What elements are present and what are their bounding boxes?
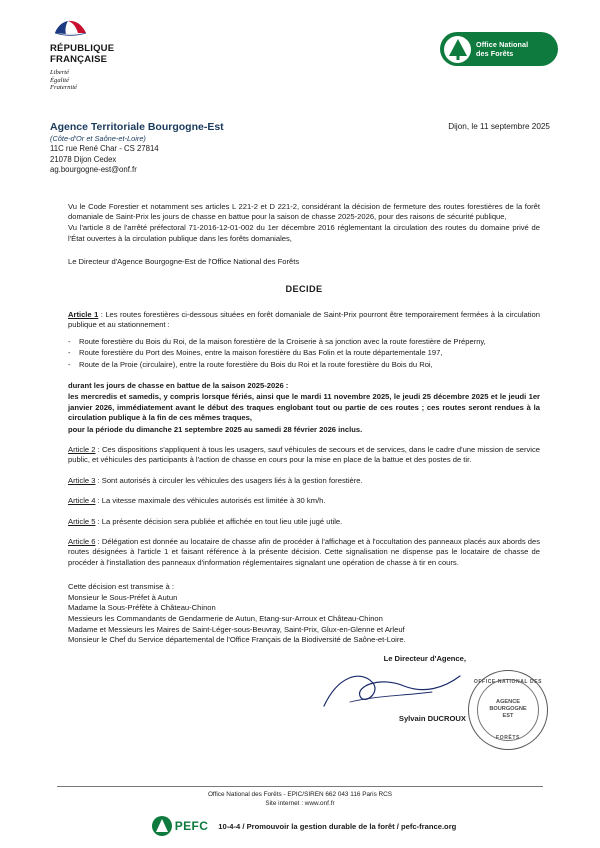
list-item — [68, 348, 540, 358]
list-item — [68, 337, 540, 347]
article-5-label: Article 5 — [68, 516, 96, 526]
article-5 — [68, 517, 540, 527]
article-3-text: : Sont autorisés à circuler les véhicules des usagers liés à la gestion forestière. — [95, 475, 363, 485]
motto-egalite: Égalité — [50, 76, 70, 84]
article-1-label: Article 1 — [68, 309, 99, 319]
footer-divider — [57, 786, 543, 787]
vu-clause-1: Vu le Code Forestier et notamment ses articles L 221-2 et D 221-2, considérant la décision de fermeture des routes forestières de la forêt domaniale de Saint-Prix les jours de chasse en battue pour la saison de chasse 2025-2026, pour des raisons de sécurité publique, — [68, 201, 540, 221]
republique-francaise-block — [22, 18, 114, 92]
marianne-flag-icon — [52, 18, 96, 40]
onf-logo-line1: Office National — [476, 40, 529, 49]
agency-address-line2: 21078 Dijon Cedex — [50, 154, 117, 164]
stamp-arc-bottom: FORÊTS — [496, 735, 520, 742]
onf-logo-text — [476, 40, 528, 58]
bullet-dash: - — [68, 359, 71, 369]
stamp-arc-top: OFFICE NATIONAL DES — [473, 678, 543, 685]
agency-name: Agence Territoriale Bourgogne-Est — [50, 121, 224, 133]
article-5-text: : La présente décision sera publiée et affichée en tout lieu utile jugé utile. — [95, 516, 343, 526]
transmission-line-1: Monsieur le Sous-Préfet à Autun — [68, 592, 178, 602]
preamble-vu-block — [68, 202, 540, 245]
motto-fraternite: Fraternité — [50, 84, 78, 92]
article-6-label: Article 6 — [68, 537, 96, 547]
sender-block — [50, 120, 224, 176]
article-1-route-list — [68, 337, 540, 370]
hunting-period-block — [68, 381, 540, 435]
pefc-logo — [152, 816, 209, 836]
footer-slogan: 10-4-4 / Promouvoir la gestion durable de la forêt / pefc-france.org — [218, 821, 457, 831]
route-item-2: Route forestière du Port des Moines, entre la maison forestière du Bas Folin et la route départementale 197, — [79, 348, 443, 358]
article-2 — [68, 445, 540, 466]
article-6 — [68, 537, 540, 568]
footer-website-line: Site internet : www.onf.fr — [265, 799, 335, 807]
article-2-label: Article 2 — [68, 445, 96, 454]
article-4-label: Article 4 — [68, 496, 96, 506]
route-item-1: Route forestière du Bois du Roi, de la maison forestière de la Croiserie à sa jonction avec la route forestière de Préperny, — [79, 336, 486, 346]
decide-heading: DECIDE — [285, 283, 323, 294]
address-date-row — [22, 120, 578, 176]
agency-address-line1: 11C rue René Char - CS 27814 — [50, 144, 159, 153]
article-3 — [68, 476, 540, 486]
transmission-line-4: Madame et Messieurs les Maires de Saint-Léger-sous-Beuvray, Saint-Prix, Glux-en-Glenne et Arleuf — [68, 624, 405, 634]
motto-liberte: Liberté — [50, 69, 70, 76]
article-1 — [68, 310, 540, 435]
signature-title: Le Directeur d'Agence, — [383, 653, 466, 663]
document-header — [22, 18, 578, 94]
transmission-line-5: Monsieur le Chef du Service départemental de l'Office Français de la Biodiversité de Saône-et-Loire. — [68, 635, 406, 645]
hunting-season-line: durant les jours de chasse en battue de la saison 2025-2026 : — [68, 380, 289, 390]
vu-clause-2: Vu l'article 8 de l'arrêté préfectoral 71-2016-12-01-002 du 1er décembre 2016 réglementant la circulation des routes du domaine privé de l'État ouvertes à la circulation publique dans les forêts domaniales, — [68, 223, 540, 243]
hunting-days-line: les mercredis et samedis, y compris lorsque fériés, ainsi que le mardi 11 novembre 2025, le jeudi 25 décembre 2025 et le jeudi 1er janvier 2026, immédiatement avant le début des traques englobant tout ou partie de ces routes ; ces routes seront rendues à la circulation publique à la fin de ces mêmes traques, — [68, 392, 540, 423]
article-4 — [68, 496, 540, 506]
bullet-dash: - — [68, 336, 71, 346]
article-6-text: : Délégation est donnée au locataire de chasse afin de procéder à l'affichage et à l'occultation des panneaux placés aux abords des routes désignées à l'article 1 et faisant référence à la présente décision. Cette signalisation ne dispense pas le locataire de chasse de procéder à l'installation des panneaux d'information réglementaires signalant une opération de chasse à tir en cours. — [68, 537, 541, 567]
list-item — [68, 360, 540, 370]
document-footer — [0, 786, 600, 836]
official-stamp — [468, 670, 548, 750]
agency-subtitle: (Côte-d'Or et Saône-et-Loire) — [50, 134, 146, 143]
onf-tree-icon — [444, 36, 471, 63]
republique-francaise-title: RÉPUBLIQUE FRANÇAISE — [50, 43, 115, 65]
footer-legal-line: Office National des Forêts - EPIC/SIREN 662 043 116 Paris RCS — [207, 791, 393, 799]
transmission-line-3: Messieurs les Commandants de Gendarmerie de Autun, Etang-sur-Arroux et Château-Chinon — [68, 614, 383, 624]
stamp-line-2: BOURGOGNE — [489, 706, 527, 713]
transmission-line-2: Madame la Sous-Préfète à Château-Chinon — [68, 603, 216, 613]
footer-bottom-row — [0, 816, 600, 836]
pefc-tree-icon — [152, 816, 172, 836]
stamp-inner — [477, 679, 539, 741]
route-item-3: Route de la Proie (circulaire), entre la route forestière du Bois du Roi et la route forestière du Bois du Roi, — [79, 359, 433, 369]
article-4-text: : La vitesse maximale des véhicules autorisés est limitée à 30 km/h. — [95, 496, 326, 506]
onf-logo-line2: des Forêts — [476, 49, 514, 58]
hunting-dates-line: pour la période du dimanche 21 septembre 2025 au samedi 28 février 2026 inclus. — [68, 424, 363, 434]
article-2-text: : Ces dispositions s'appliquent à tous les usagers, sauf véhicules de secours et de services, dans le cadre d'une mission de service public, et véhicules des participants à l'action de chasse en cours pour la mise en place de la battue et des postes de tir. — [68, 445, 540, 465]
handwritten-signature — [320, 666, 470, 714]
stamp-line-3: EST — [502, 713, 514, 720]
article-3-label: Article 3 — [68, 475, 96, 485]
document-body — [22, 202, 578, 740]
pefc-label: PEFC — [174, 819, 209, 833]
transmission-block — [68, 582, 540, 646]
transmission-intro: Cette décision est transmise à : — [68, 582, 174, 592]
director-line: Le Directeur d'Agence Bourgogne-Est de l'Office National des Forêts — [68, 257, 300, 267]
republic-motto — [50, 69, 77, 92]
article-1-text: : Les routes forestières ci-dessous situées en forêt domaniale de Saint-Prix pourront être temporairement fermées à la circulation publique et au stationnement : — [68, 309, 540, 330]
stamp-line-1: AGENCE — [496, 699, 520, 706]
bullet-dash: - — [68, 348, 71, 358]
signatory-name: Sylvain DUCROUX — [398, 714, 466, 724]
place-and-date: Dijon, le 11 septembre 2025 — [448, 122, 550, 131]
signature-block — [68, 653, 543, 742]
onf-logo — [440, 32, 558, 66]
agency-email: ag.bourgogne-est@onf.fr — [50, 165, 137, 174]
